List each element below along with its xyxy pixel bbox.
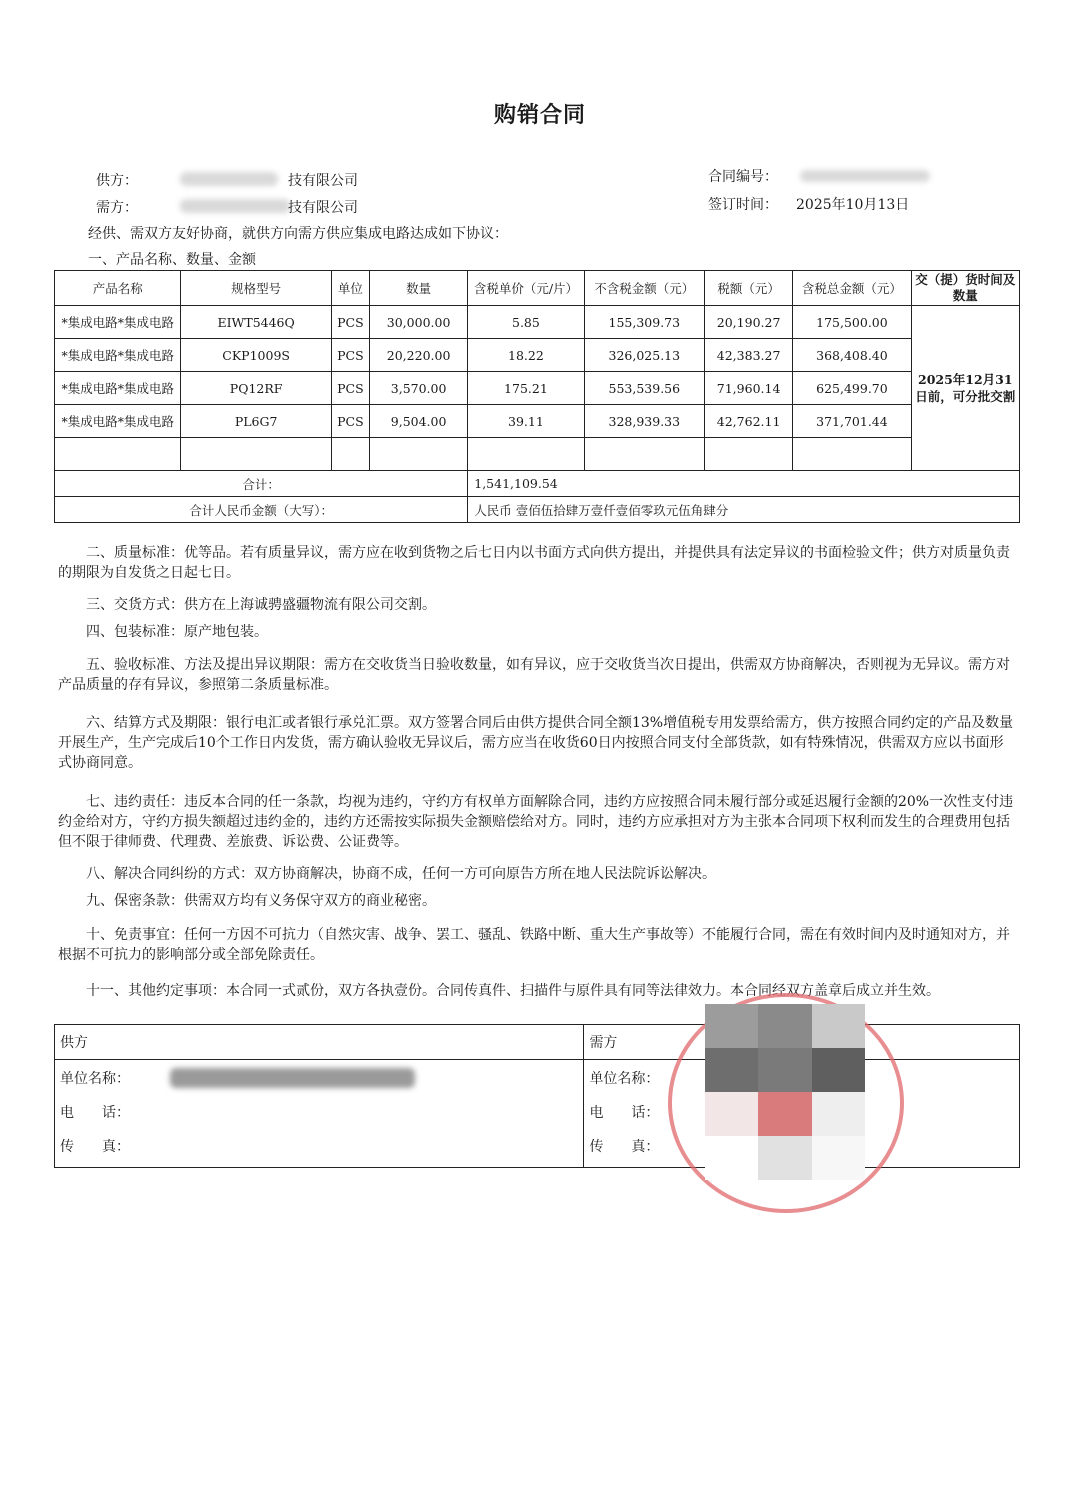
buyer-fax-label: 传 真： [589, 1139, 660, 1155]
table-row [55, 372, 1020, 405]
buyer-label: 需方： [96, 200, 138, 216]
contract-no-label: 合同编号： [708, 169, 778, 185]
clause-11: 十一、其他约定事项：本合同一式贰份，双方各执壹份。合同传真件、扫描件与原件具有同等法律效力。本合同经双方盖章后成立并生效。 [86, 983, 940, 999]
cell: *集成电路*集成电路 [55, 372, 181, 405]
cell [468, 438, 584, 471]
cell [584, 438, 704, 471]
supplier-name-redacted [180, 172, 278, 186]
cell: 3,570.00 [369, 372, 467, 405]
col-header: 不含税金额（元） [584, 271, 704, 306]
cell: 155,309.73 [584, 306, 704, 339]
table-row [55, 306, 1020, 339]
total-label: 合计： [55, 471, 468, 497]
table-header-row [55, 271, 1020, 306]
supplier-fax-label: 传 真： [60, 1139, 130, 1155]
cell: 368,408.40 [793, 339, 911, 372]
cell: 20,220.00 [369, 339, 467, 372]
cell: 625,499.70 [793, 372, 911, 405]
clause-8: 八、解决合同纠纷的方式：双方协商解决，协商不成，任何一方可向原告方所在地人民法院诉讼解决。 [86, 866, 716, 882]
cell: 42,762.11 [704, 405, 792, 438]
col-header: 单位 [331, 271, 369, 306]
cell: 71,960.14 [704, 372, 792, 405]
clause-10: 十、免责事宜：任何一方因不可抗力（自然灾害、战争、罢工、骚乱、铁路中断、重大生产事故等）不能履行合同，需在有效时间内及时通知对方，并根据不可抗力的影响部分或全部免除责任。 [58, 927, 1010, 963]
clause-2: 二、质量标准：优等品。若有质量异议，需方应在收到货物之后七日内以书面方式向供方提出，并提供具有法定异议的书面检验文件；供方对质量负责的期限为自发货之日起七日。 [58, 545, 1010, 581]
cell: 18.22 [468, 339, 584, 372]
page-title: 购销合同 [493, 103, 586, 128]
supplier-unit-name-redacted [170, 1068, 415, 1088]
buyer-phone-label: 电 话： [589, 1105, 660, 1121]
cell: 30,000.00 [369, 306, 467, 339]
seal-mosaic-redaction [705, 1004, 865, 1180]
cell: PCS [331, 306, 369, 339]
table-row [55, 405, 1020, 438]
product-table [54, 270, 1020, 523]
cell: 39.11 [468, 405, 584, 438]
rmb-value: 人民币 壹佰伍拾肆万壹仟壹佰零玖元伍角肆分 [468, 497, 1020, 523]
buyer-name-redacted [180, 199, 290, 213]
cell: 328,939.33 [584, 405, 704, 438]
cell: CKP1009S [181, 339, 331, 372]
col-header: 产品名称 [55, 271, 181, 306]
table-row-empty [55, 438, 1020, 471]
buyer-name-visible: 技有限公司 [288, 200, 358, 216]
cell: 42,383.27 [704, 339, 792, 372]
cell [331, 438, 369, 471]
cell: PQ12RF [181, 372, 331, 405]
total-row [55, 471, 1020, 497]
clause-6: 六、结算方式及期限：银行电汇或者银行承兑汇票。双方签署合同后由供方提供合同全额13%增值税专用发票给需方，供方按照合同约定的产品及数量开展生产，生产完成后10个工作日内发货，需方确认验收无异议后，需方应当在收货60日内按照合同支付全部货款，如有特殊情况，供需双方应以书面形式协商同意。 [58, 715, 1014, 771]
sign-date-label: 签订时间： [708, 197, 778, 213]
cell: *集成电路*集成电路 [55, 405, 181, 438]
cell [793, 438, 911, 471]
cell: 9,504.00 [369, 405, 467, 438]
clause-4: 四、包装标准：原产地包装。 [86, 624, 268, 640]
table-row [55, 339, 1020, 372]
cell: PCS [331, 372, 369, 405]
supplier-unit-name-label: 单位名称： [60, 1071, 130, 1087]
cell: 175.21 [468, 372, 584, 405]
sign-date: 2025年10月13日 [796, 197, 910, 213]
total-value: 1,541,109.54 [468, 471, 1020, 497]
cell: PL6G7 [181, 405, 331, 438]
cell: 371,701.44 [793, 405, 911, 438]
cell: PCS [331, 405, 369, 438]
clause-3: 三、交货方式：供方在上海诚骋盛疆物流有限公司交割。 [86, 597, 436, 613]
intro-text: 经供、需双方友好协商，就供方向需方供应集成电路达成如下协议： [88, 226, 508, 242]
cell: 20,190.27 [704, 306, 792, 339]
cell: *集成电路*集成电路 [55, 306, 181, 339]
delivery-cell: 2025年12月31日前，可分批交割 [911, 306, 1019, 471]
cell: 175,500.00 [793, 306, 911, 339]
clause-7: 七、违约责任：违反本合同的任一条款，均视为违约，守约方有权单方面解除合同，违约方应按照合同未履行部分或延迟履行金额的20%一次性支付违约金给对方，守约方损失额超过违约金的，违约方还需按实际损失金额赔偿给对方。同时，违约方应承担对方为主张本合同项下权利而发生的合理费用包括但不限于律师费、代理费、差旅费、诉讼费、公证费等。 [58, 794, 1014, 850]
col-header: 含税单价（元/片） [468, 271, 584, 306]
cell [369, 438, 467, 471]
cell [704, 438, 792, 471]
cell: *集成电路*集成电路 [55, 339, 181, 372]
clause-9: 九、保密条款：供需双方均有义务保守双方的商业秘密。 [86, 893, 436, 909]
supplier-label: 供方： [96, 173, 138, 189]
cell: 553,539.56 [584, 372, 704, 405]
buyer-unit-name-label: 单位名称： [589, 1071, 660, 1087]
buyer-header: 需方 [584, 1025, 1020, 1060]
col-header: 数量 [369, 271, 467, 306]
col-header: 交（提）货时间及数量 [911, 271, 1019, 306]
section1-heading: 一、产品名称、数量、金额 [88, 252, 256, 268]
col-header: 规格型号 [181, 271, 331, 306]
supplier-phone-label: 电 话： [60, 1105, 130, 1121]
col-header: 含税总金额（元） [793, 271, 911, 306]
cell: EIWT5446Q [181, 306, 331, 339]
supplier-header: 供方 [55, 1025, 584, 1060]
cell [55, 438, 181, 471]
rmb-label: 合计人民币金额（大写）： [55, 497, 468, 523]
cell: 326,025.13 [584, 339, 704, 372]
cell: 5.85 [468, 306, 584, 339]
cell [181, 438, 331, 471]
contract-no-redacted [800, 170, 930, 182]
cell: PCS [331, 339, 369, 372]
clause-5: 五、验收标准、方法及提出异议期限：需方在交收货当日验收数量，如有异议，应于交收货当次日提出，供需双方协商解决，否则视为无异议。需方对产品质量的存有异议，参照第二条质量标准。 [58, 657, 1010, 693]
rmb-row [55, 497, 1020, 523]
col-header: 税额（元） [704, 271, 792, 306]
supplier-name-visible: 技有限公司 [288, 173, 358, 189]
